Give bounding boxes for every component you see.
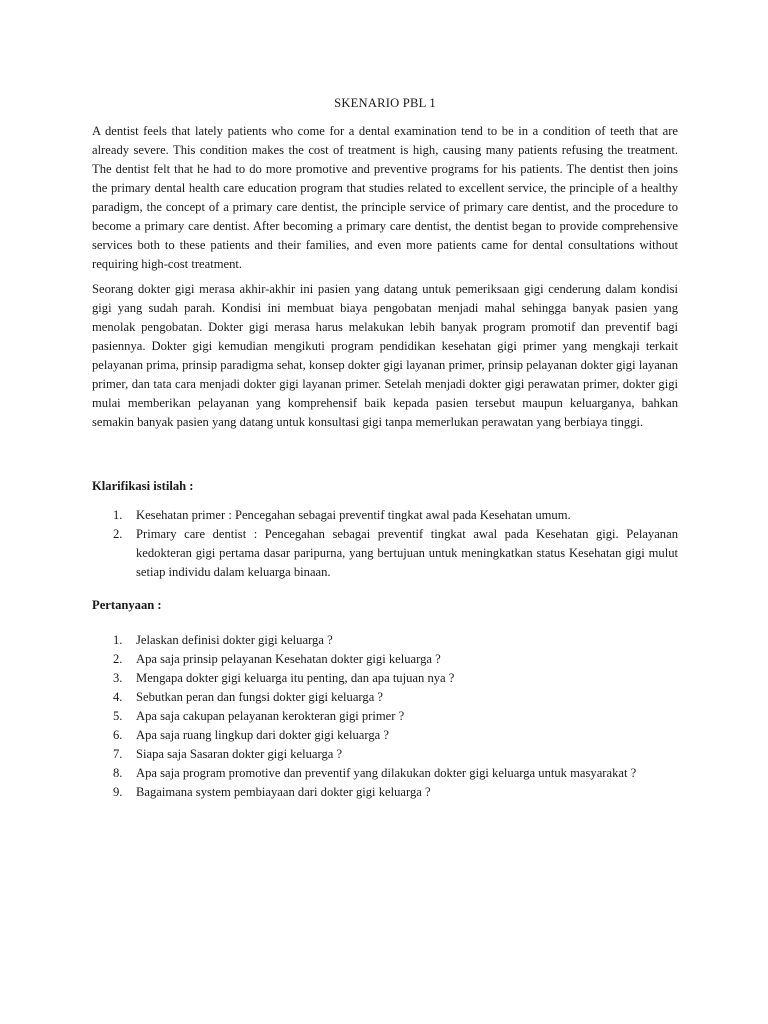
pertanyaan-heading: Pertanyaan :: [92, 598, 162, 612]
list-item: [92, 506, 678, 525]
list-item-number: 1.: [113, 508, 123, 522]
list-item-number: 2.: [113, 652, 123, 666]
list-item-number: 7.: [113, 747, 123, 761]
document-title: SKENARIO PBL 1: [334, 96, 436, 110]
list-item-text: Mengapa dokter gigi keluarga itu penting, dan apa tujuan nya ?: [136, 671, 455, 685]
list-item-text: Bagaimana system pembiayaan dari dokter gigi keluarga ?: [136, 785, 431, 799]
klarifikasi-heading: Klarifikasi istilah :: [92, 479, 194, 493]
list-item: [92, 631, 678, 650]
list-item-number: 8.: [113, 766, 123, 780]
scenario-paragraph-indonesian: Seorang dokter gigi merasa akhir-akhir ini pasien yang datang untuk pemeriksaan gigi cenderung dalam kondisi gigi yang sudah parah. Kondisi ini membuat biaya pengobatan menjadi mahal sehingga banyak pasien yang menolak pengobatan. Dokter gigi merasa harus melakukan lebih banyak program promotif dan preventif bagi pasiennya. Dokter gigi kemudian mengikuti program pendidikan kesehatan gigi primer yang mengkaji terkait pelayanan prima, prinsip paradigma sehat, konsep dokter gigi layanan primer, prinsip pelayanan dokter gigi layanan primer, dan tata cara menjadi dokter gigi layanan primer. Setelah menjadi dokter gigi perawatan primer, dokter gigi mulai memberikan pelayanan yang komprehensif baik kepada pasien tersebut maupun keluarganya, bahkan semakin banyak pasien yang datang untuk konsultasi gigi tanpa memerlukan perawatan yang berbiaya tinggi.: [92, 282, 678, 429]
klarifikasi-list: [92, 506, 678, 582]
list-item-number: 6.: [113, 728, 123, 742]
list-item: [92, 669, 678, 688]
list-item: [92, 688, 678, 707]
list-item-number: 4.: [113, 690, 123, 704]
list-item: [92, 783, 678, 802]
list-item-text: Apa saja prinsip pelayanan Kesehatan dokter gigi keluarga ?: [136, 652, 441, 666]
document-page: [92, 94, 678, 802]
list-item: [92, 745, 678, 764]
list-item-number: 5.: [113, 709, 123, 723]
list-item-number: 2.: [113, 527, 123, 541]
list-item-text: Apa saja cakupan pelayanan kerokteran gigi primer ?: [136, 709, 405, 723]
list-item-text: Sebutkan peran dan fungsi dokter gigi keluarga ?: [136, 690, 384, 704]
list-item-text: Apa saja program promotive dan preventif yang dilakukan dokter gigi keluarga untuk masyarakat ?: [136, 766, 637, 780]
list-item-text: Primary care dentist : Pencegahan sebagai preventif tingkat awal pada Kesehatan gigi. Pelayanan kedokteran gigi pertama dasar paripurna, yang bertujuan untuk meningkatkan status Kesehatan gigi mulut setiap individu dalam keluarga binaan.: [136, 527, 678, 579]
pertanyaan-list: [92, 631, 678, 802]
list-item: [92, 707, 678, 726]
list-item-text: Jelaskan definisi dokter gigi keluarga ?: [136, 633, 333, 647]
list-item-text: Kesehatan primer : Pencegahan sebagai preventif tingkat awal pada Kesehatan umum.: [136, 508, 571, 522]
list-item-text: Siapa saja Sasaran dokter gigi keluarga ?: [136, 747, 343, 761]
list-item-text: Apa saja ruang lingkup dari dokter gigi keluarga ?: [136, 728, 389, 742]
list-item: [92, 764, 678, 783]
list-item-number: 9.: [113, 785, 123, 799]
list-item: [92, 650, 678, 669]
list-item: [92, 525, 678, 582]
list-item-number: 1.: [113, 633, 123, 647]
scenario-paragraph-english: A dentist feels that lately patients who come for a dental examination tend to be in a condition of teeth that are already severe. This condition makes the cost of treatment is high, causing many patients refusing the treatment. The dentist felt that he had to do more promotive and preventive programs for his patients. The dentist then joins the primary dental health care education program that studies related to excellent service, the principle of a healthy paradigm, the concept of a primary care dentist, the principle service of primary care dentist, and the procedure to become a primary care dentist. After becoming a primary care dentist, the dentist began to provide comprehensive services both to these patients and their families, and even more patients came for dental consultations without requiring high-cost treatment.: [92, 124, 678, 271]
list-item-number: 3.: [113, 671, 123, 685]
list-item: [92, 726, 678, 745]
